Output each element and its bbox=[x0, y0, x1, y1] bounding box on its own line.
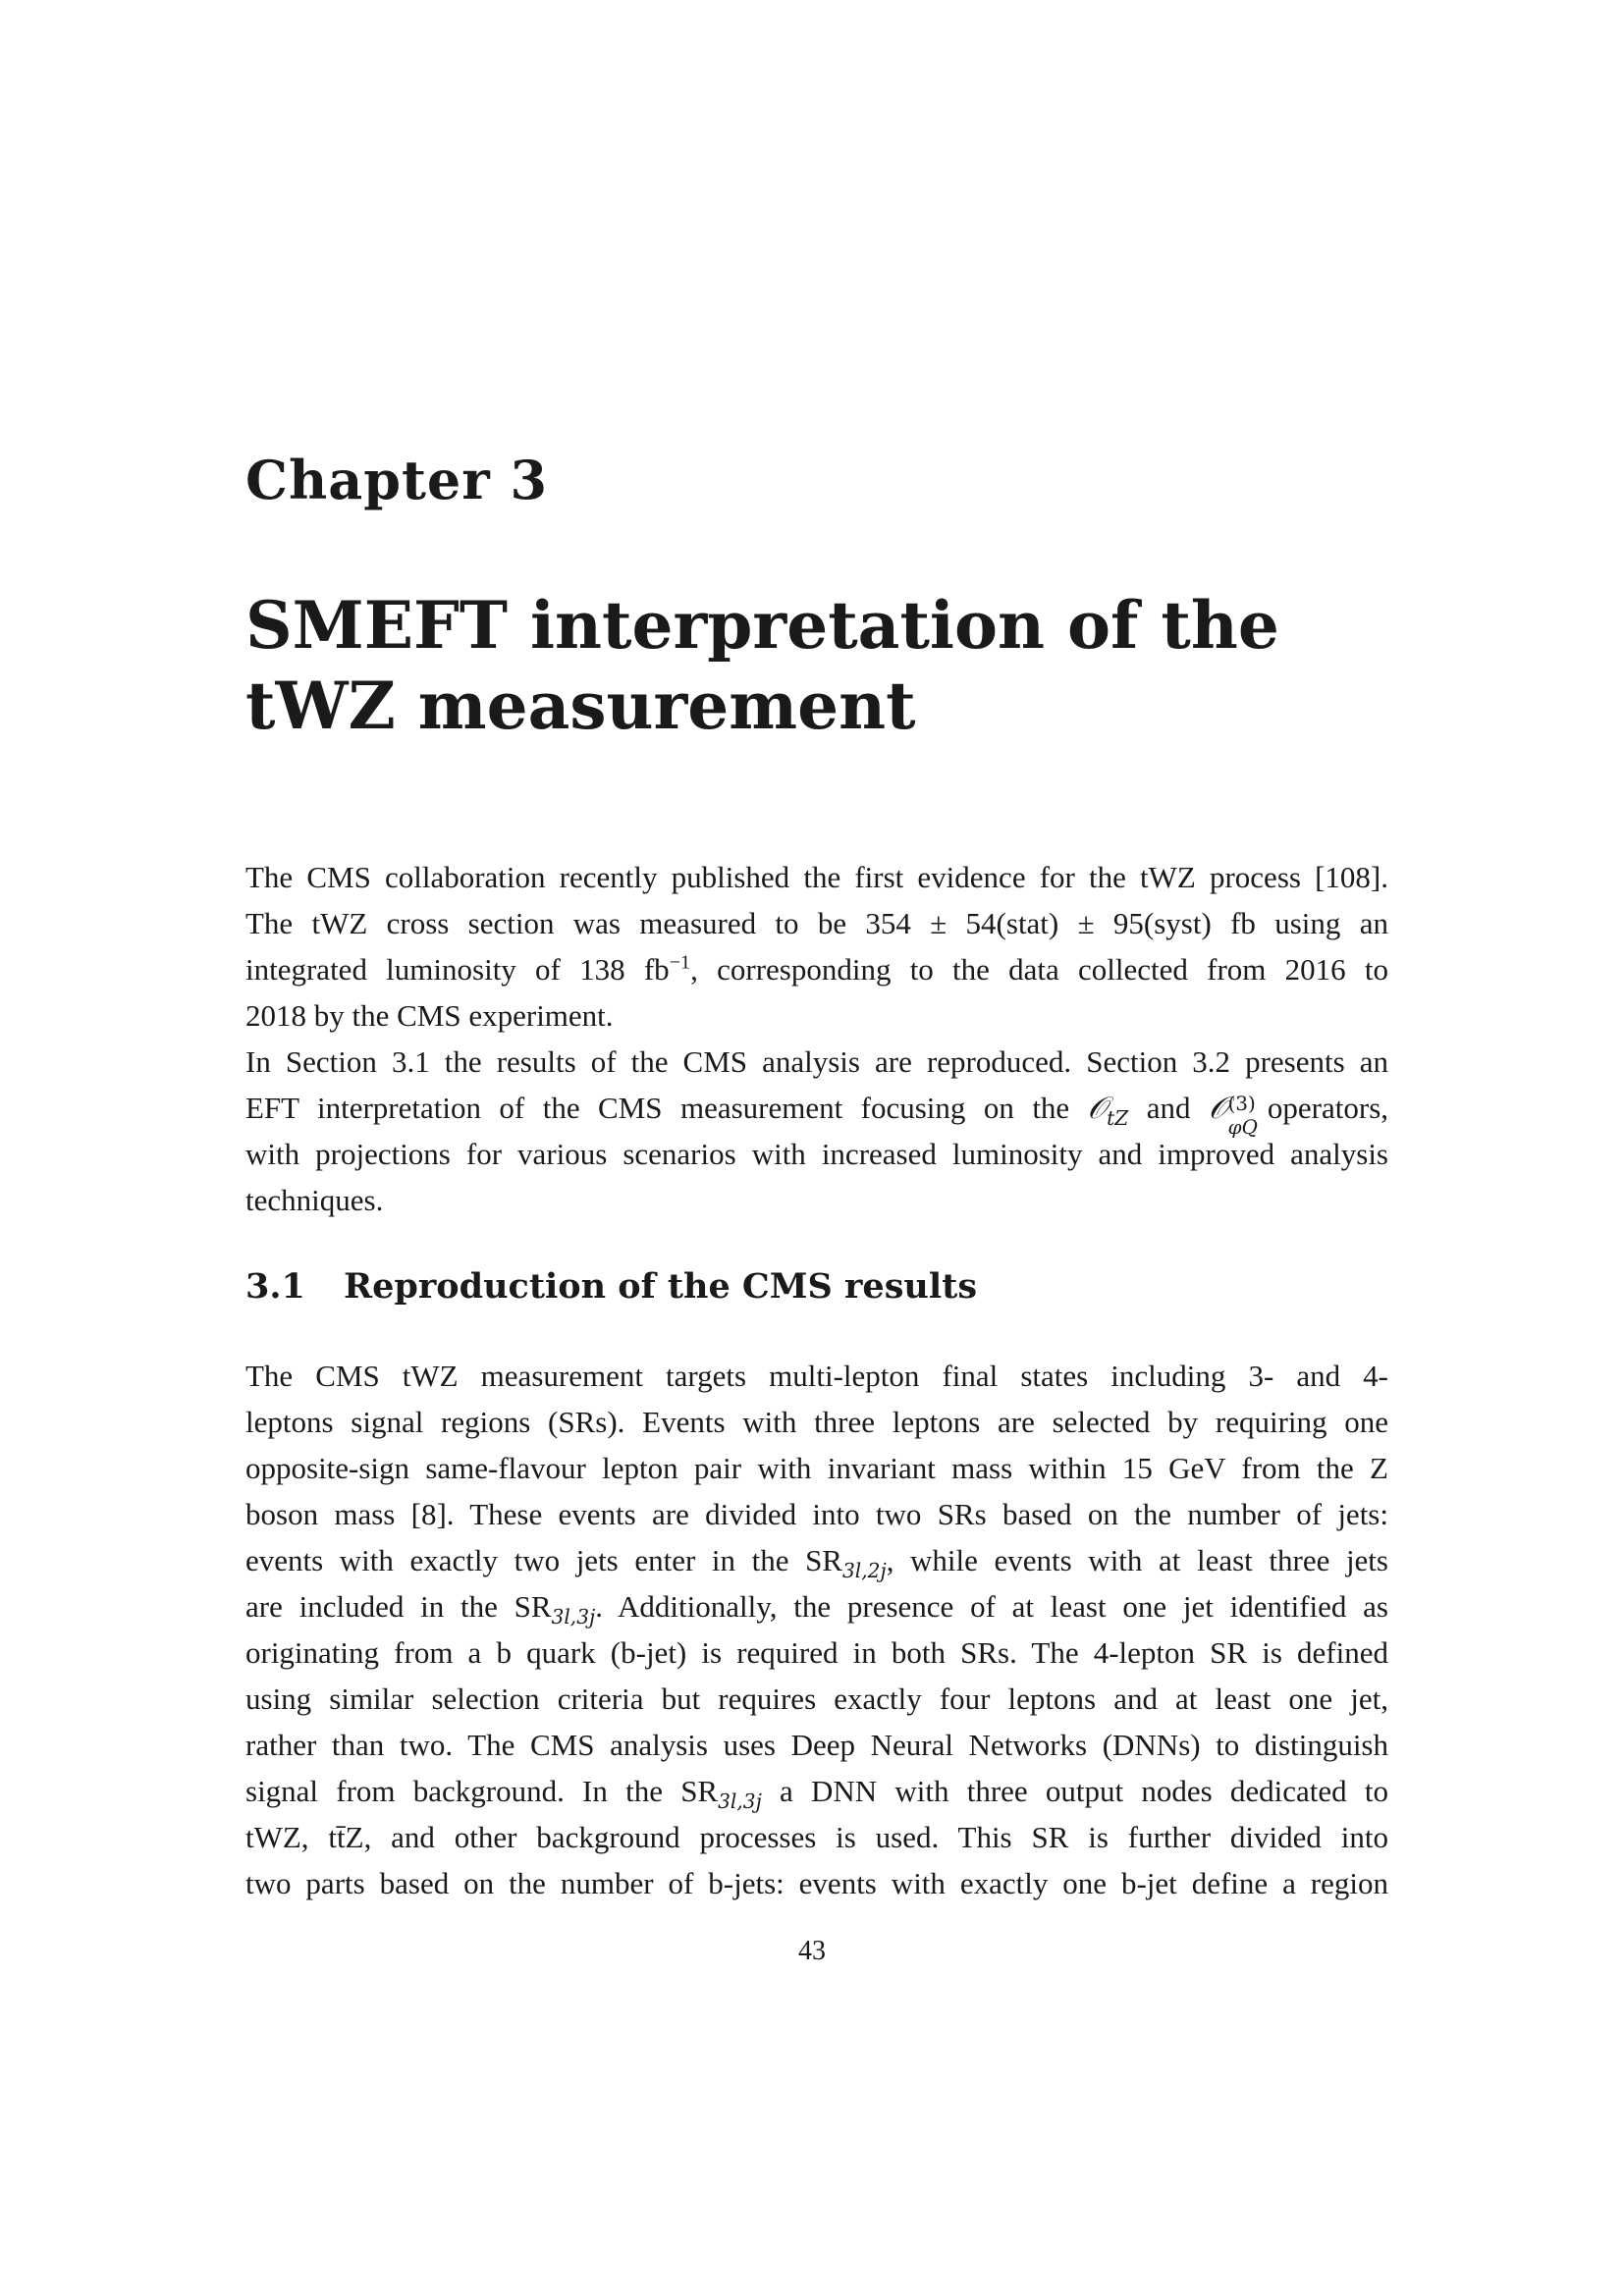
text-line: using similar selection criteria but requires exactly four leptons and at least one jet, bbox=[245, 1682, 1388, 1716]
text-line: rather than two. The CMS analysis uses Deep Neural Networks (DNNs) to distinguish bbox=[245, 1728, 1388, 1762]
section-heading bbox=[245, 1266, 977, 1308]
text-line bbox=[245, 1583, 1388, 1629]
text-line: 2018 by the CMS experiment. bbox=[245, 998, 614, 1033]
text-line: leptons signal regions (SRs). Events with three leptons are selected by requiring one bbox=[245, 1405, 1388, 1439]
operator-symbol: 𝒪 bbox=[1208, 1091, 1228, 1126]
intro-paragraph-2 bbox=[245, 1039, 1388, 1223]
operator-ophiq3 bbox=[1208, 1091, 1258, 1139]
signal-region-subscript: 3l,3j bbox=[551, 1605, 596, 1629]
section-number: 3.1 bbox=[245, 1266, 305, 1307]
text-line: with projections for various scenarios with increased luminosity and improved analysis bbox=[245, 1137, 1388, 1171]
text-fragment: a DNN with three output nodes dedicated to bbox=[761, 1774, 1388, 1808]
section-paragraph bbox=[245, 1353, 1388, 1906]
signal-region-subscript: 3l,3j bbox=[718, 1789, 762, 1814]
operator-subscript: tZ bbox=[1107, 1106, 1129, 1131]
text-fragment: signal from background. In the SR bbox=[245, 1774, 719, 1808]
chapter-title-line-1: SMEFT interpretation of the bbox=[245, 587, 1279, 664]
page-number: 43 bbox=[798, 1936, 826, 1966]
text-line: originating from a b quark (b-jet) is required in both SRs. The 4-lepton SR is defined bbox=[245, 1635, 1388, 1670]
text-fragment: are included in the SR bbox=[245, 1589, 552, 1624]
text-line: The tWZ cross section was measured to be 354 ± 54(stat) ± 95(syst) fb using an bbox=[245, 906, 1388, 940]
text-fragment: and bbox=[1146, 1091, 1191, 1125]
text-line bbox=[245, 946, 1388, 992]
text-fragment: EFT interpretation of the CMS measurement focusing on the bbox=[245, 1091, 1070, 1125]
text-fragment: , corresponding to the data collected from 2016 to bbox=[690, 952, 1388, 987]
text-line bbox=[245, 1085, 1389, 1139]
text-line: The CMS collaboration recently published the first evidence for the tWZ process [108]. bbox=[245, 860, 1388, 894]
text-line bbox=[245, 1537, 1388, 1583]
text-fragment: . Additionally, the presence of at least one jet identified as bbox=[595, 1589, 1388, 1624]
text-line: boson mass [8]. These events are divided into two SRs based on the number of jets: bbox=[245, 1497, 1388, 1531]
text-line: In Section 3.1 the results of the CMS analysis are reproduced. Section 3.2 presents an bbox=[245, 1044, 1388, 1079]
operator-indices bbox=[1227, 1092, 1258, 1139]
text-fragment: integrated luminosity of 138 fb bbox=[245, 952, 670, 987]
lumi-exponent: −1 bbox=[669, 951, 691, 974]
chapter-title bbox=[245, 585, 1424, 746]
operator-superscript: (3) bbox=[1227, 1092, 1256, 1115]
signal-region-subscript: 3l,2j bbox=[841, 1559, 887, 1583]
text-fragment: operators, bbox=[1267, 1091, 1389, 1125]
chapter-label: Chapter 3 bbox=[245, 449, 549, 511]
text-fragment: , while events with at least three jets bbox=[886, 1543, 1388, 1577]
intro-paragraph-1 bbox=[245, 854, 1388, 1039]
text-line: The CMS tWZ measurement targets multi-lepton final states including 3- and 4- bbox=[245, 1359, 1388, 1393]
chapter-title-line-2: tWZ measurement bbox=[245, 667, 916, 744]
text-line bbox=[245, 1768, 1388, 1814]
text-fragment: events with exactly two jets enter in the SR bbox=[245, 1543, 842, 1577]
text-line: opposite-sign same-flavour lepton pair with invariant mass within 15 GeV from the Z bbox=[245, 1451, 1388, 1485]
section-title: Reproduction of the CMS results bbox=[344, 1266, 978, 1307]
operator-subscript: φQ bbox=[1227, 1115, 1258, 1139]
text-line: two parts based on the number of b-jets: events with exactly one b-jet define a region bbox=[245, 1866, 1388, 1900]
text-line: techniques. bbox=[245, 1183, 384, 1217]
text-line: tWZ, tt̄Z, and other background processes is used. This SR is further divided into bbox=[245, 1820, 1388, 1854]
operator-symbol: 𝒪 bbox=[1087, 1091, 1108, 1126]
operator-otz bbox=[1087, 1091, 1129, 1131]
